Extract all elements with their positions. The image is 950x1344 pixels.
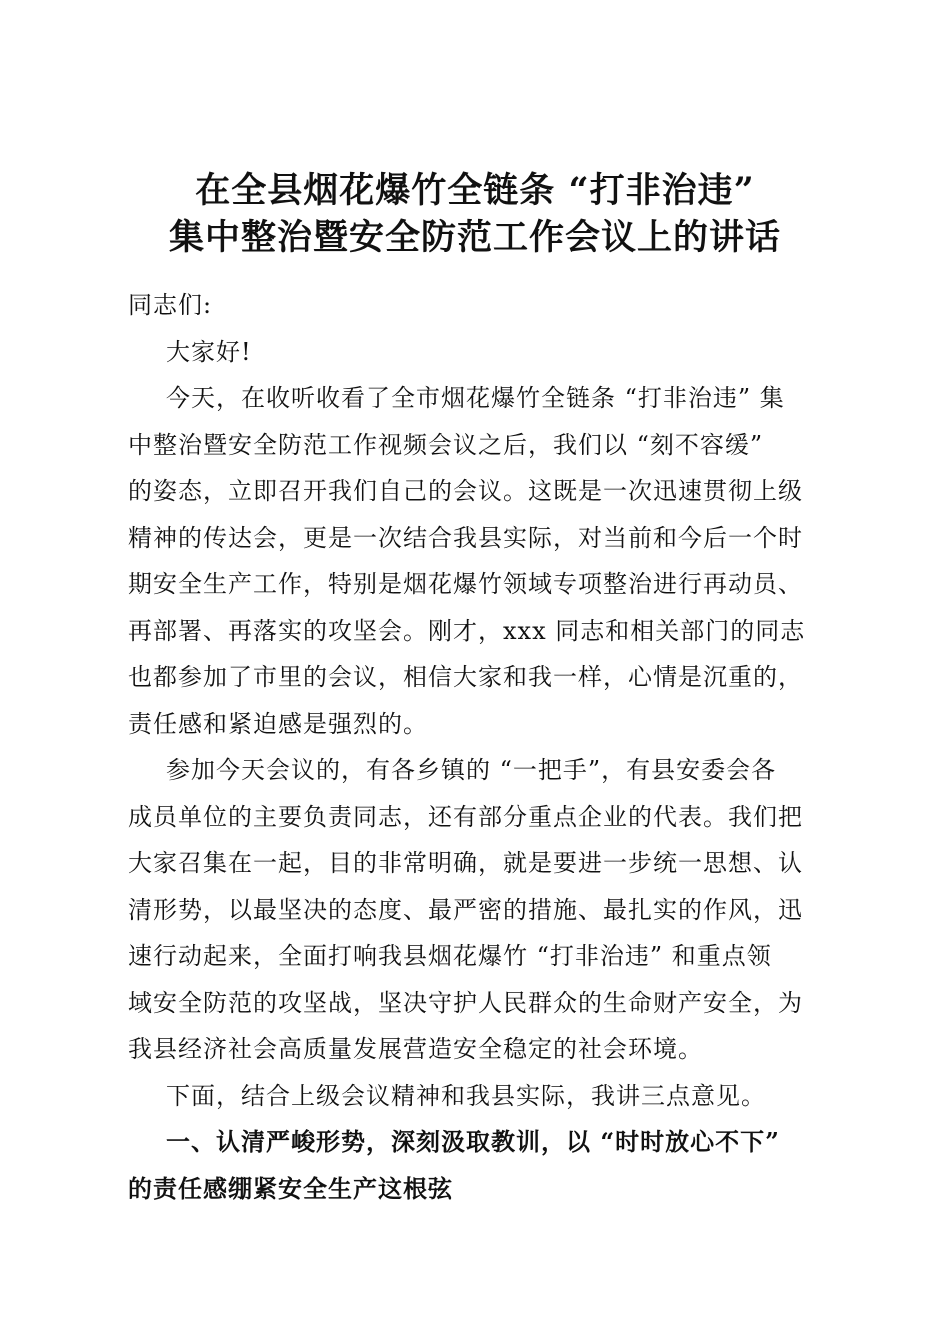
paragraph-1-line: 精神的传达会，更是一次结合我县实际，对当前和今后一个时: [128, 523, 803, 552]
paragraph-2-line: 清形势，以最坚决的态度、最严密的措施、最扎实的作风，迅: [128, 895, 803, 924]
document-title-line-2: 集中整治暨安全防范工作会议上的讲话: [168, 217, 781, 258]
document-title-line-1: 在全县烟花爆竹全链条 “打非治违”: [195, 170, 755, 211]
paragraph-1-line: 期安全生产工作，特别是烟花爆竹领域专项整治进行再动员、: [128, 570, 803, 598]
paragraph-2-line: 域安全防范的攻坚战，坚决守护人民群众的生命财产安全，为: [128, 988, 803, 1017]
greeting: 大家好!: [166, 337, 252, 366]
paragraph-1-line: 的姿态，立即召开我们自己的会议。这既是一次迅速贯彻上级: [128, 477, 803, 505]
paragraph-1-line: 中整治暨安全防范工作视频会议之后，我们以 “刻不容缓”: [128, 430, 764, 459]
paragraph-3-line: 下面，结合上级会议精神和我县实际，我讲三点意见。: [166, 1081, 766, 1110]
paragraph-1-line: 今天，在收听收看了全市烟花爆竹全链条 “打非治违” 集: [166, 384, 785, 412]
paragraph-2-line: 大家召集在一起，目的非常明确，就是要进一步统一思想、认: [128, 849, 803, 877]
paragraph-2-line: 我县经济社会高质量发展营造安全稳定的社会环境。: [128, 1035, 703, 1063]
paragraph-1-line: 再部署、再落实的攻坚会。刚才，xxx 同志和相关部门的同志: [128, 616, 806, 645]
paragraph-2-line: 成员单位的主要负责同志，还有部分重点企业的代表。我们把: [128, 802, 803, 831]
paragraph-1-line: 责任感和紧迫感是强烈的。: [128, 709, 428, 738]
paragraph-2-line: 参加今天会议的，有各乡镇的 “一把手”，有县安委会各: [166, 756, 777, 784]
salutation: 同志们:: [128, 291, 213, 319]
section-heading-line: 的责任感绷紧安全生产这根弦: [128, 1173, 453, 1203]
section-heading-line: 一、认清严峻形势，深刻汲取教训，以 “时时放心不下”: [166, 1127, 780, 1156]
paragraph-2-line: 速行动起来，全面打响我县烟花爆竹 “打非治违” 和重点领: [128, 942, 772, 970]
document-body: [128, 282, 828, 1212]
paragraph-1-line: 也都参加了市里的会议，相信大家和我一样，心情是沉重的，: [128, 663, 803, 691]
